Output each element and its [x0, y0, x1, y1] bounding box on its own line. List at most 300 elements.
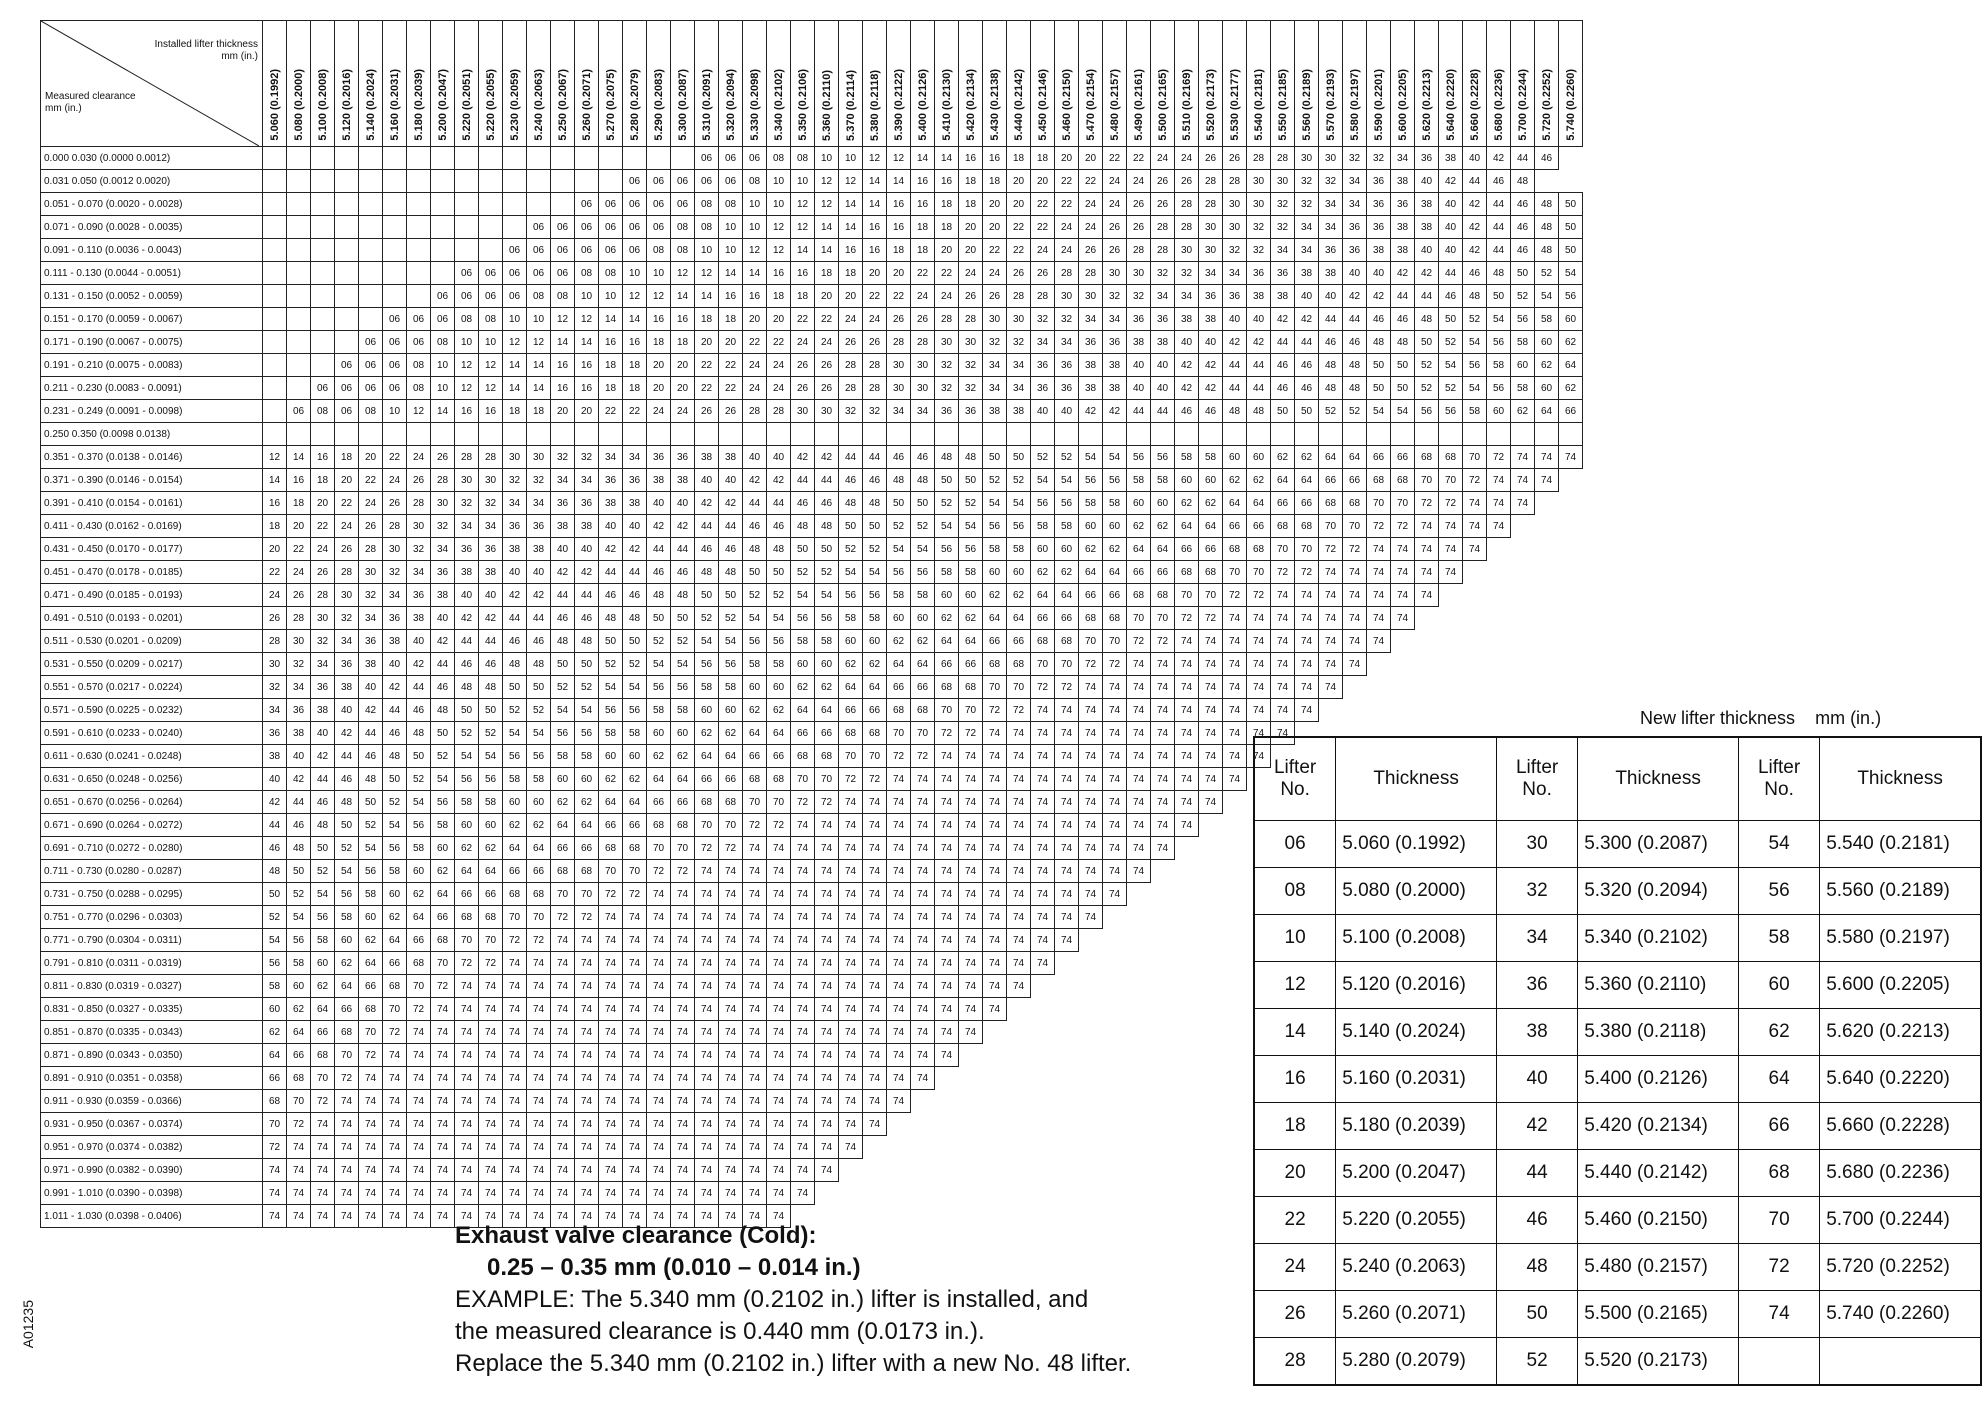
lifter-number-cell: 26 — [863, 331, 887, 354]
installed-thickness-header — [743, 21, 767, 147]
lifter-number-cell: 44 — [743, 492, 767, 515]
lifter-number-cell: 22 — [383, 446, 407, 469]
lifter-number-cell: 52 — [839, 538, 863, 561]
empty-cell — [1463, 584, 1487, 607]
lifter-number-cell: 68 — [887, 699, 911, 722]
empty-cell — [407, 262, 431, 285]
note-spec: 0.25 – 0.35 mm (0.010 – 0.014 in.) — [487, 1254, 861, 1281]
lifter-number-cell: 20 — [767, 308, 791, 331]
lifter-number-cell: 06 — [719, 147, 743, 170]
empty-cell — [1151, 1136, 1175, 1159]
installed-thickness-header — [959, 21, 983, 147]
lifter-number-cell: 40 — [1151, 377, 1175, 400]
lifter-number-cell: 74 — [647, 1090, 671, 1113]
lifter-number-cell: 42 — [407, 653, 431, 676]
empty-cell — [1031, 423, 1055, 446]
lifter-number-cell: 74 — [1319, 561, 1343, 584]
clearance-label: 0.111 - 0.130 (0.0044 - 0.0051) — [41, 262, 263, 285]
lifter-number-cell: 34 — [575, 469, 599, 492]
lifter-number-cell: 68 — [575, 860, 599, 883]
installed-thickness-value: 5.590 (0.2201) — [1372, 69, 1385, 141]
lifter-number-cell: 74 — [1055, 929, 1079, 952]
lifter-number-cell: 74 — [359, 1182, 383, 1205]
lifter-number-cell: 74 — [647, 975, 671, 998]
lifter-number-cell: 74 — [623, 952, 647, 975]
lifter-number-cell: 60 — [695, 699, 719, 722]
lifter-number-cell: 08 — [695, 193, 719, 216]
lifter-number-cell: 74 — [1271, 699, 1295, 722]
lifter-number-cell: 74 — [623, 1113, 647, 1136]
empty-cell — [431, 239, 455, 262]
lifter-number-cell: 74 — [551, 975, 575, 998]
empty-cell — [1175, 1021, 1199, 1044]
lifter-number-cell: 38 — [431, 584, 455, 607]
lifter-number-cell: 74 — [839, 952, 863, 975]
lifter-number-cell: 74 — [527, 998, 551, 1021]
lifter-number-cell: 74 — [455, 1044, 479, 1067]
lifter-number-cell: 52 — [599, 653, 623, 676]
clearance-label: 0.411 - 0.430 (0.0162 - 0.0169) — [41, 515, 263, 538]
lifter-number-cell: 74 — [551, 1136, 575, 1159]
lifter-number-cell: 28 — [1127, 239, 1151, 262]
lifter-number-cell: 46 — [623, 584, 647, 607]
lifter-number-cell: 12 — [479, 377, 503, 400]
lifter-number-cell: 08 — [695, 216, 719, 239]
lifter-number-cell: 22 — [287, 538, 311, 561]
lifter-number-cell: 64 — [431, 883, 455, 906]
lifter-number-cell: 72 — [311, 1090, 335, 1113]
lifter-number-cell: 56 — [1439, 400, 1463, 423]
lifter-number-cell: 74 — [695, 906, 719, 929]
lifter-number-cell: 74 — [983, 906, 1007, 929]
lifter-number-cell: 74 — [575, 1021, 599, 1044]
lifter-number-cell: 74 — [431, 998, 455, 1021]
lifter-thickness-cell: 5.620 (0.2213) — [1820, 1009, 1981, 1056]
lifter-number-cell: 74 — [1151, 791, 1175, 814]
lifter-number-cell: 44 — [1487, 239, 1511, 262]
empty-cell — [1559, 538, 1583, 561]
lifter-number-cell: 26 — [1175, 170, 1199, 193]
empty-cell — [359, 216, 383, 239]
lifter-number-cell: 74 — [407, 1067, 431, 1090]
lifter-number-cell: 74 — [551, 1090, 575, 1113]
lifter-number-cell: 56 — [287, 929, 311, 952]
lifter-number-cell: 74 — [1511, 492, 1535, 515]
lifter-number-cell: 56 — [1487, 377, 1511, 400]
empty-cell — [1127, 1090, 1151, 1113]
lifter-number-cell: 74 — [575, 998, 599, 1021]
lifter-thickness-cell: 5.360 (0.2110) — [1578, 962, 1739, 1009]
lifter-number-cell: 74 — [407, 1021, 431, 1044]
lifter-number-cell: 40 — [1319, 285, 1343, 308]
lifter-number-cell: 74 — [695, 1182, 719, 1205]
lifter-number-cell: 74 — [1055, 883, 1079, 906]
lifter-no-cell: 48 — [1496, 1244, 1577, 1291]
lifter-number-cell: 06 — [335, 377, 359, 400]
lifter-number-cell: 70 — [1319, 515, 1343, 538]
lifter-number-cell: 06 — [455, 262, 479, 285]
empty-cell — [695, 423, 719, 446]
lifter-number-cell: 10 — [743, 193, 767, 216]
empty-cell — [287, 331, 311, 354]
empty-cell — [1511, 515, 1535, 538]
lifter-number-cell: 58 — [551, 745, 575, 768]
lifter-no-cell: 32 — [1496, 868, 1577, 915]
installed-thickness-value: 5.440 (0.2142) — [1012, 69, 1025, 141]
lifter-number-cell: 24 — [287, 561, 311, 584]
lifter-number-cell: 52 — [887, 515, 911, 538]
lifter-number-cell: 60 — [839, 630, 863, 653]
lifter-number-cell: 68 — [1247, 538, 1271, 561]
lifter-number-cell: 74 — [719, 1159, 743, 1182]
lifter-number-cell: 74 — [983, 883, 1007, 906]
clearance-label: 0.051 - 0.070 (0.0020 - 0.0028) — [41, 193, 263, 216]
lifter-number-cell: 32 — [455, 492, 479, 515]
lifter-number-cell: 70 — [575, 883, 599, 906]
lifter-number-cell: 32 — [1127, 285, 1151, 308]
lifter-number-cell: 46 — [1391, 308, 1415, 331]
lifter-number-cell: 70 — [263, 1113, 287, 1136]
lifter-number-cell: 50 — [1367, 354, 1391, 377]
installed-thickness-value: 5.200 (0.2047) — [436, 69, 449, 141]
lifter-number-cell: 66 — [791, 722, 815, 745]
lifter-number-cell: 42 — [815, 446, 839, 469]
lifter-number-cell: 66 — [719, 768, 743, 791]
lifter-number-cell: 34 — [311, 653, 335, 676]
empty-cell — [959, 423, 983, 446]
lifter-number-cell: 50 — [1415, 331, 1439, 354]
lifter-number-cell: 56 — [431, 791, 455, 814]
lifter-number-cell: 74 — [1247, 630, 1271, 653]
empty-cell — [887, 1136, 911, 1159]
lifter-number-cell: 48 — [1415, 308, 1439, 331]
lifter-number-cell: 66 — [1559, 400, 1583, 423]
lifter-number-cell: 26 — [887, 308, 911, 331]
lifter-number-cell: 58 — [647, 699, 671, 722]
lifter-number-cell: 12 — [671, 262, 695, 285]
lifter-number-cell: 68 — [551, 860, 575, 883]
lifter-thickness-cell: 5.260 (0.2071) — [1336, 1291, 1497, 1338]
lifter-number-cell: 40 — [1343, 262, 1367, 285]
lifter-number-cell: 74 — [623, 1159, 647, 1182]
empty-cell — [1343, 699, 1367, 722]
lifter-number-cell: 68 — [983, 653, 1007, 676]
empty-cell — [263, 308, 287, 331]
lifter-number-cell: 54 — [695, 630, 719, 653]
lifter-number-cell: 74 — [1103, 883, 1127, 906]
lifter-number-cell: 24 — [1031, 239, 1055, 262]
lifter-number-cell: 50 — [911, 492, 935, 515]
new-lifter-title — [1640, 708, 1881, 729]
lifter-number-cell: 74 — [263, 1159, 287, 1182]
clearance-row — [41, 699, 1583, 722]
lifter-number-cell: 74 — [1247, 607, 1271, 630]
lifter-number-cell: 18 — [311, 469, 335, 492]
lifter-number-cell: 24 — [767, 354, 791, 377]
lifter-number-cell: 74 — [263, 1182, 287, 1205]
lifter-number-cell: 60 — [815, 653, 839, 676]
lifter-number-cell: 42 — [1199, 377, 1223, 400]
empty-cell — [1487, 584, 1511, 607]
empty-cell — [911, 1113, 935, 1136]
lifter-number-cell: 12 — [815, 170, 839, 193]
lifter-number-cell: 68 — [959, 676, 983, 699]
installed-thickness-value: 5.270 (0.2075) — [604, 69, 617, 141]
lifter-number-cell: 74 — [623, 975, 647, 998]
lifter-number-cell: 74 — [1271, 676, 1295, 699]
lifter-number-cell: 26 — [1031, 262, 1055, 285]
lifter-thickness-cell: 5.420 (0.2134) — [1578, 1103, 1739, 1150]
lifter-number-cell: 74 — [1127, 860, 1151, 883]
lifter-number-cell: 74 — [1031, 722, 1055, 745]
empty-cell — [719, 423, 743, 446]
empty-cell — [1199, 1205, 1223, 1228]
lifter-number-cell: 74 — [743, 1090, 767, 1113]
lifter-number-cell: 74 — [479, 1113, 503, 1136]
empty-cell — [263, 285, 287, 308]
lifter-number-cell: 18 — [1031, 147, 1055, 170]
lifter-number-cell: 06 — [623, 216, 647, 239]
lifter-number-cell: 42 — [1175, 377, 1199, 400]
empty-cell — [1127, 1182, 1151, 1205]
lifter-number-cell: 36 — [1055, 377, 1079, 400]
clearance-label: 0.211 - 0.230 (0.0083 - 0.0091) — [41, 377, 263, 400]
lifter-number-cell: 72 — [335, 1067, 359, 1090]
lifter-number-cell: 38 — [1295, 262, 1319, 285]
lifter-no-cell: 24 — [1254, 1244, 1336, 1291]
lifter-number-cell: 24 — [863, 308, 887, 331]
lifter-number-cell: 64 — [767, 722, 791, 745]
empty-cell — [1511, 423, 1535, 446]
empty-cell — [1223, 1159, 1247, 1182]
empty-cell — [479, 170, 503, 193]
empty-cell — [383, 262, 407, 285]
lifter-number-cell: 42 — [791, 446, 815, 469]
lifter-number-cell: 74 — [1175, 653, 1199, 676]
lifter-number-cell: 62 — [671, 745, 695, 768]
lifter-number-cell: 12 — [263, 446, 287, 469]
lifter-number-cell: 50 — [671, 607, 695, 630]
lifter-number-cell: 32 — [1031, 308, 1055, 331]
lifter-number-cell: 34 — [911, 400, 935, 423]
lifter-number-cell: 06 — [359, 354, 383, 377]
lifter-number-cell: 44 — [1343, 308, 1367, 331]
lifter-number-cell: 74 — [1439, 561, 1463, 584]
lifter-number-cell: 62 — [1223, 469, 1247, 492]
clearance-row — [41, 492, 1583, 515]
lifter-number-cell: 42 — [719, 492, 743, 515]
lifter-number-cell: 74 — [1391, 561, 1415, 584]
lifter-number-cell: 74 — [1103, 791, 1127, 814]
lifter-number-cell: 74 — [1223, 653, 1247, 676]
lifter-number-cell: 48 — [791, 515, 815, 538]
lifter-number-cell: 22 — [719, 354, 743, 377]
lifter-number-cell: 74 — [1127, 745, 1151, 768]
installed-thickness-header — [599, 21, 623, 147]
clearance-label: 0.471 - 0.490 (0.0185 - 0.0193) — [41, 584, 263, 607]
lifter-number-cell: 48 — [1535, 216, 1559, 239]
lifter-number-cell: 42 — [695, 492, 719, 515]
lifter-number-cell: 64 — [527, 837, 551, 860]
lifter-number-cell: 32 — [575, 446, 599, 469]
lifter-number-cell: 28 — [887, 331, 911, 354]
lifter-number-cell: 74 — [815, 1113, 839, 1136]
lifter-number-cell: 62 — [1511, 400, 1535, 423]
empty-cell — [1079, 1136, 1103, 1159]
lifter-number-cell: 26 — [695, 400, 719, 423]
clearance-label: 0.651 - 0.670 (0.0256 - 0.0264) — [41, 791, 263, 814]
lifter-number-cell: 54 — [1487, 308, 1511, 331]
lifter-number-cell: 74 — [911, 1044, 935, 1067]
lifter-number-cell: 74 — [551, 1021, 575, 1044]
lifter-number-cell: 50 — [575, 653, 599, 676]
lifter-number-cell: 34 — [1223, 262, 1247, 285]
lifter-number-cell: 58 — [263, 975, 287, 998]
lifter-number-cell: 74 — [695, 1044, 719, 1067]
lifter-number-cell: 46 — [1463, 262, 1487, 285]
empty-cell — [287, 239, 311, 262]
installed-thickness-value: 5.340 (0.2102) — [772, 69, 785, 141]
lifter-number-cell: 42 — [575, 561, 599, 584]
lifter-number-cell: 74 — [887, 952, 911, 975]
lifter-number-cell: 68 — [1439, 446, 1463, 469]
lifter-number-cell: 54 — [911, 538, 935, 561]
installed-thickness-value: 5.230 (0.2059) — [508, 69, 521, 141]
lifter-number-cell: 26 — [287, 584, 311, 607]
empty-cell — [1151, 929, 1175, 952]
empty-cell — [911, 1090, 935, 1113]
empty-cell — [263, 147, 287, 170]
lifter-number-cell: 20 — [647, 377, 671, 400]
empty-cell — [263, 170, 287, 193]
lifter-number-cell: 64 — [815, 699, 839, 722]
empty-cell — [1199, 1021, 1223, 1044]
clearance-row — [41, 170, 1583, 193]
lifter-number-cell: 74 — [935, 975, 959, 998]
lifter-number-cell: 74 — [719, 1021, 743, 1044]
lifter-number-cell: 56 — [863, 584, 887, 607]
lifter-number-cell: 06 — [551, 216, 575, 239]
empty-cell — [887, 1113, 911, 1136]
lifter-number-cell: 42 — [743, 469, 767, 492]
lifter-number-cell: 44 — [815, 469, 839, 492]
empty-cell — [1199, 883, 1223, 906]
lifter-number-cell: 74 — [791, 1182, 815, 1205]
lifter-thickness-cell: 5.380 (0.2118) — [1578, 1009, 1739, 1056]
lifter-number-cell: 68 — [935, 676, 959, 699]
lifter-number-cell: 70 — [743, 791, 767, 814]
lifter-number-cell: 74 — [455, 1182, 479, 1205]
lifter-number-cell: 20 — [959, 216, 983, 239]
lifter-number-cell: 72 — [1175, 607, 1199, 630]
lifter-number-cell: 22 — [791, 308, 815, 331]
lifter-number-cell: 74 — [359, 1090, 383, 1113]
lifter-number-cell: 28 — [335, 561, 359, 584]
lifter-number-cell: 74 — [599, 1113, 623, 1136]
lifter-number-cell: 56 — [551, 722, 575, 745]
lifter-number-cell: 36 — [359, 630, 383, 653]
lifter-number-cell: 66 — [767, 745, 791, 768]
lifter-number-cell: 28 — [407, 492, 431, 515]
lifter-number-cell: 06 — [647, 170, 671, 193]
lifter-number-cell: 20 — [1007, 170, 1031, 193]
lifter-number-cell: 10 — [815, 147, 839, 170]
lifter-number-cell: 36 — [383, 607, 407, 630]
lifter-number-cell: 62 — [1247, 469, 1271, 492]
empty-cell — [1127, 883, 1151, 906]
lifter-number-cell: 30 — [1247, 193, 1271, 216]
lifter-number-cell: 74 — [671, 1113, 695, 1136]
lifter-number-cell: 66 — [551, 837, 575, 860]
lifter-number-cell: 14 — [623, 308, 647, 331]
new-lifter-unit: mm (in.) — [1815, 708, 1882, 728]
empty-cell — [1103, 1021, 1127, 1044]
empty-cell — [1487, 630, 1511, 653]
lifter-number-cell: 74 — [479, 1182, 503, 1205]
lifter-number-cell: 56 — [1079, 469, 1103, 492]
lifter-number-cell: 36 — [431, 561, 455, 584]
lifter-number-cell: 62 — [767, 699, 791, 722]
lifter-number-cell: 36 — [1367, 216, 1391, 239]
lifter-number-cell: 08 — [407, 377, 431, 400]
empty-cell — [311, 423, 335, 446]
empty-cell — [1415, 607, 1439, 630]
lifter-number-cell: 60 — [1487, 400, 1511, 423]
lifter-number-cell: 58 — [911, 584, 935, 607]
lifter-number-cell: 74 — [1031, 837, 1055, 860]
lifter-number-cell: 30 — [287, 630, 311, 653]
lifter-number-cell: 28 — [767, 400, 791, 423]
clearance-label: 0.631 - 0.650 (0.0248 - 0.0256) — [41, 768, 263, 791]
installed-thickness-value: 5.280 (0.2079) — [628, 69, 641, 141]
lifter-number-cell: 74 — [983, 791, 1007, 814]
installed-thickness-value: 5.450 (0.2146) — [1036, 69, 1049, 141]
empty-cell — [1559, 423, 1583, 446]
lifter-number-cell: 74 — [887, 1021, 911, 1044]
lifter-number-cell: 74 — [1463, 492, 1487, 515]
lifter-number-cell: 74 — [719, 1113, 743, 1136]
lifter-number-cell: 56 — [479, 768, 503, 791]
lifter-number-cell: 68 — [1151, 584, 1175, 607]
lifter-number-cell: 52 — [311, 860, 335, 883]
empty-cell — [815, 1182, 839, 1205]
lifter-number-cell: 50 — [551, 653, 575, 676]
lifter-number-cell: 20 — [839, 285, 863, 308]
lifter-number-cell: 60 — [359, 906, 383, 929]
lifter-number-cell: 70 — [1415, 469, 1439, 492]
lifter-number-cell: 72 — [359, 1044, 383, 1067]
lifter-number-cell: 74 — [647, 1067, 671, 1090]
empty-cell — [1031, 998, 1055, 1021]
lifter-number-cell: 40 — [719, 469, 743, 492]
lifter-number-cell: 10 — [839, 147, 863, 170]
empty-cell — [1127, 952, 1151, 975]
lifter-number-cell: 34 — [1007, 377, 1031, 400]
empty-cell — [623, 147, 647, 170]
lifter-number-cell: 36 — [263, 722, 287, 745]
empty-cell — [1151, 1205, 1175, 1228]
lifter-number-cell: 60 — [671, 722, 695, 745]
empty-cell — [1199, 929, 1223, 952]
lifter-number-cell: 14 — [839, 216, 863, 239]
empty-cell — [1199, 975, 1223, 998]
lifter-number-cell: 74 — [911, 998, 935, 1021]
lifter-number-cell: 62 — [1055, 561, 1079, 584]
lifter-number-cell: 40 — [503, 561, 527, 584]
lifter-number-cell: 54 — [839, 561, 863, 584]
empty-cell — [1511, 538, 1535, 561]
lifter-number-cell: 14 — [551, 331, 575, 354]
